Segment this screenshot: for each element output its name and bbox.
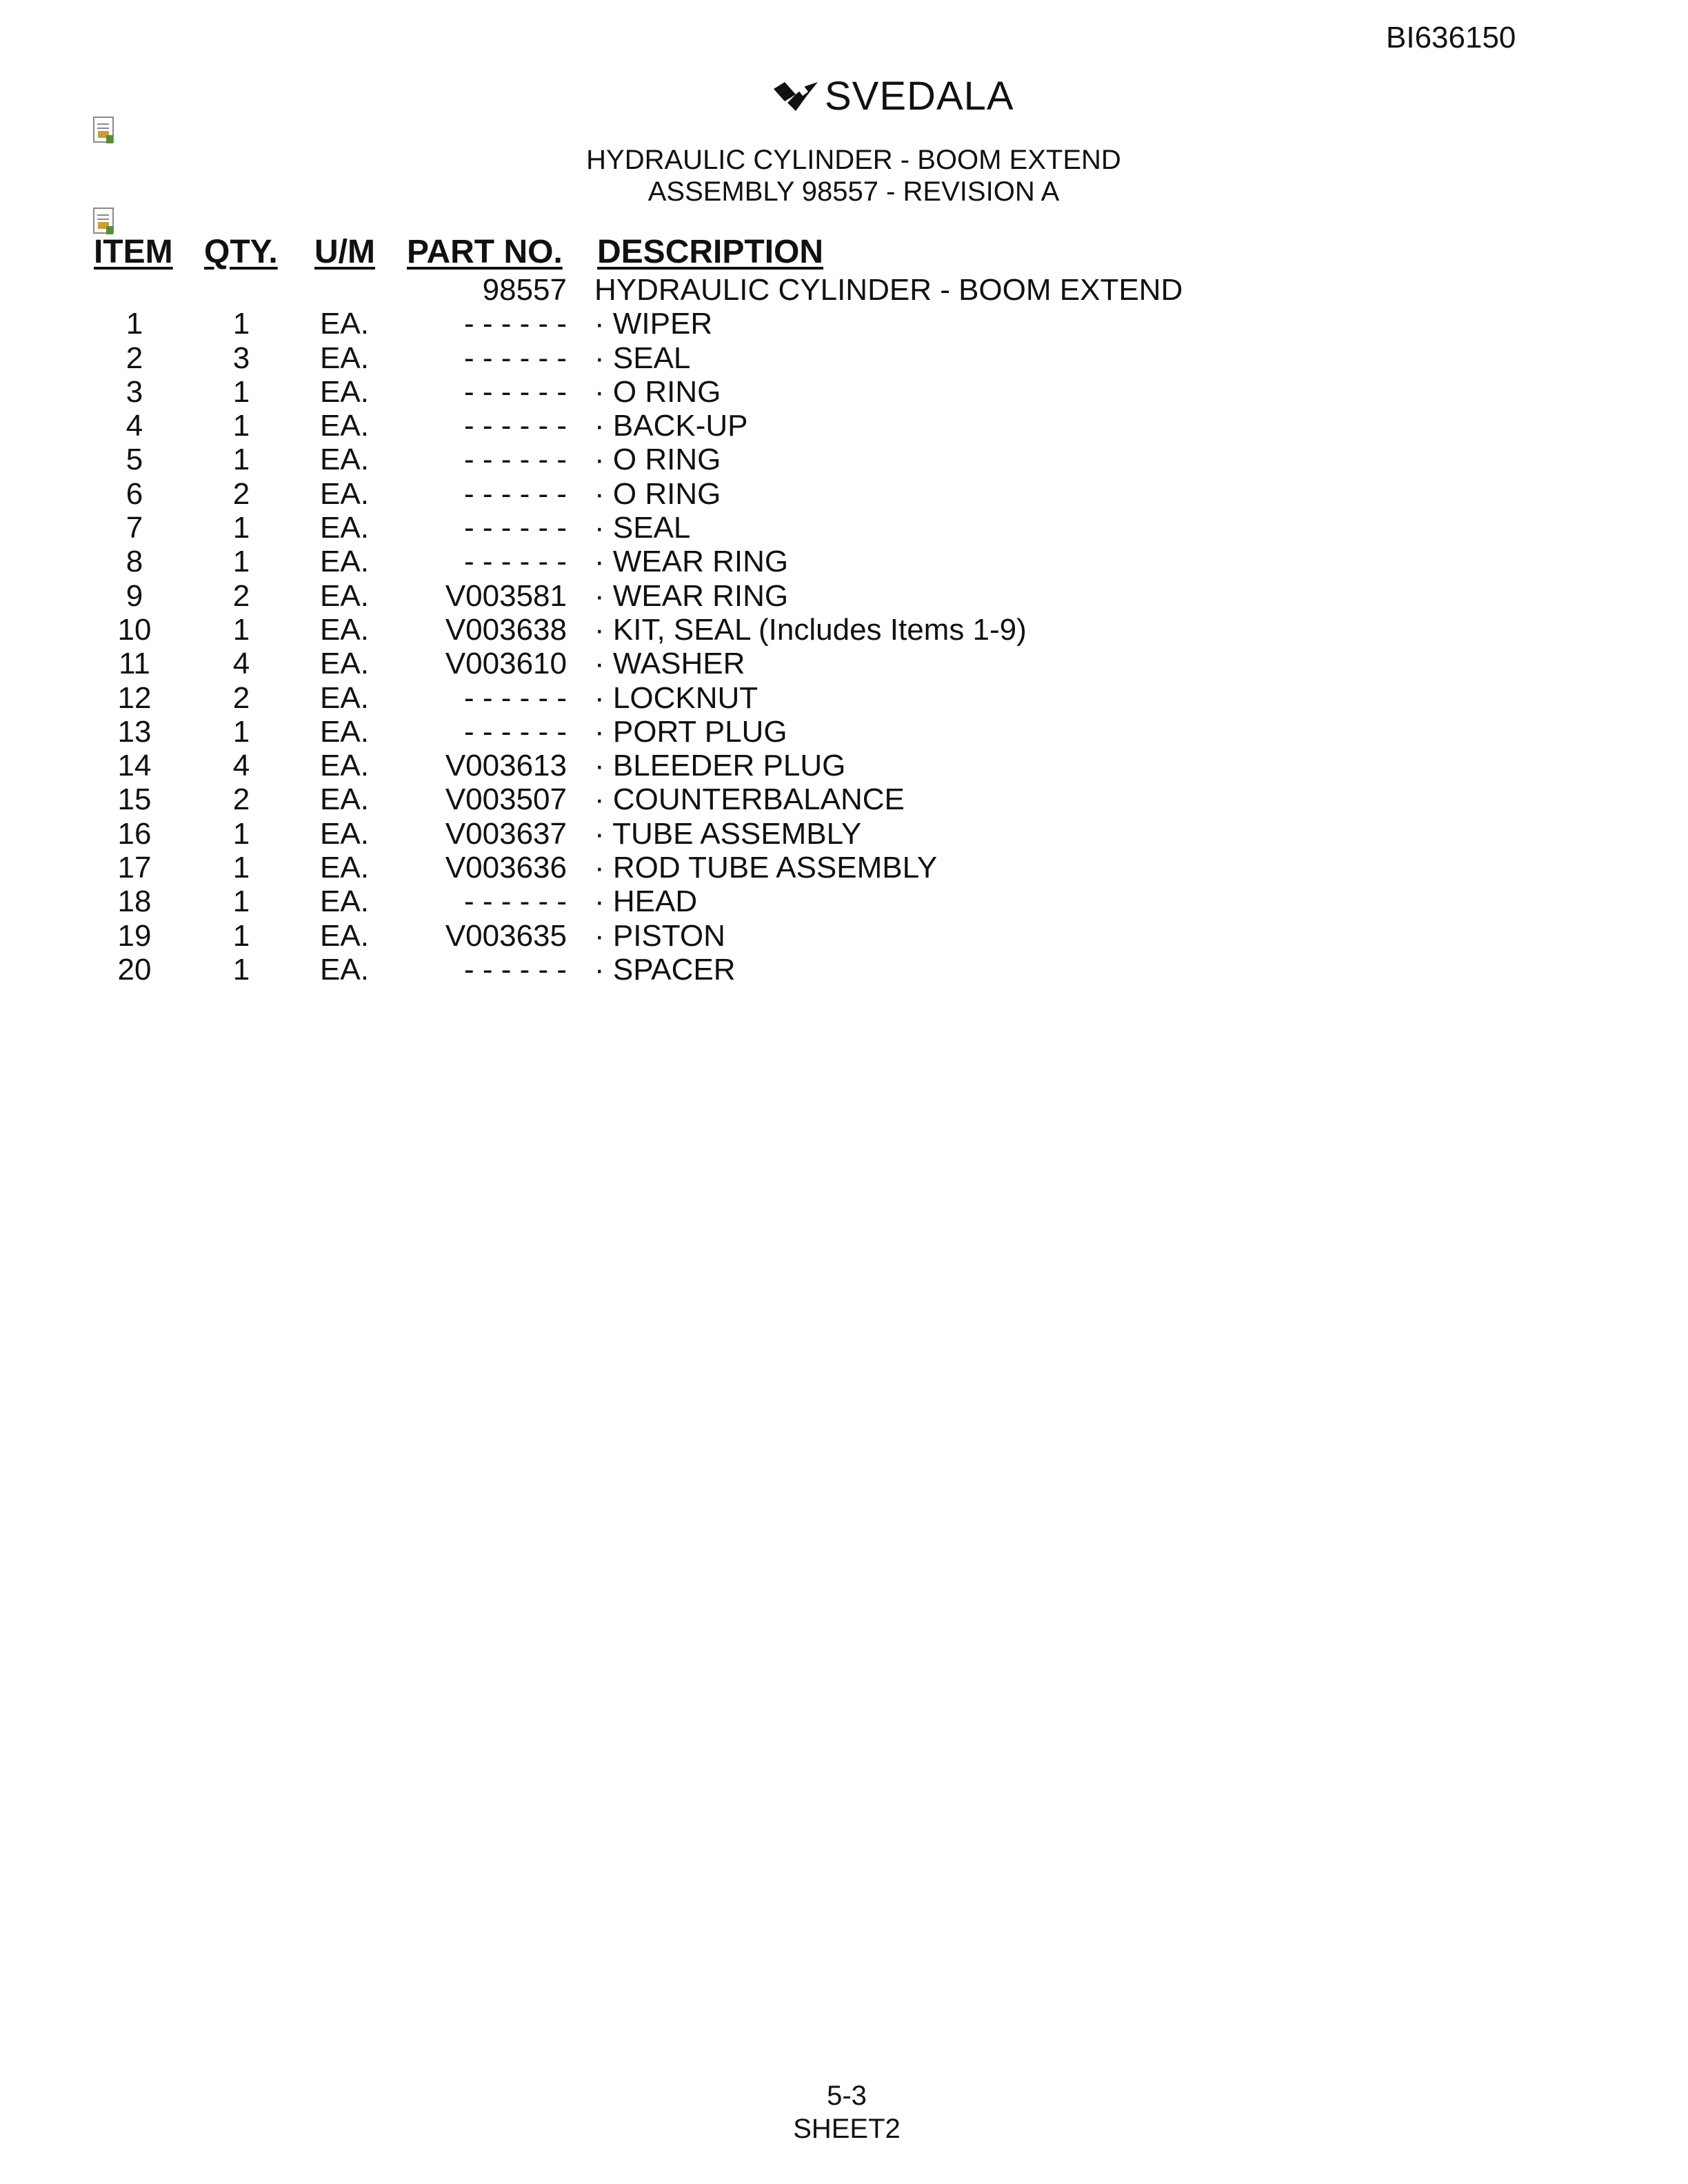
unit-of-measure: EA. bbox=[320, 680, 369, 715]
item-number: 10 bbox=[117, 612, 152, 647]
unit-of-measure: EA. bbox=[320, 511, 369, 545]
description: · LOCKNUT bbox=[594, 680, 758, 715]
item-number: 12 bbox=[117, 680, 152, 715]
parts-table bbox=[0, 273, 1688, 987]
unit-of-measure: EA. bbox=[320, 884, 369, 919]
description: · WEAR RING bbox=[594, 545, 789, 579]
unit-of-measure: EA. bbox=[320, 409, 369, 443]
part-number: - - - - - - bbox=[463, 545, 567, 579]
quantity: 1 bbox=[232, 545, 250, 579]
unit-of-measure: EA. bbox=[320, 816, 369, 851]
page-number: 5-3 bbox=[827, 2081, 867, 2111]
description: · PORT PLUG bbox=[594, 714, 787, 749]
unit-of-measure: EA. bbox=[320, 918, 369, 953]
quantity: 2 bbox=[232, 578, 250, 613]
unit-of-measure: EA. bbox=[320, 952, 369, 987]
header-um: U/M bbox=[314, 234, 375, 270]
description: · SEAL bbox=[594, 341, 691, 375]
item-number: 4 bbox=[125, 409, 143, 443]
table-row bbox=[0, 782, 1688, 816]
assembly-part-no: 98557 bbox=[482, 273, 567, 307]
unit-of-measure: EA. bbox=[320, 545, 369, 579]
part-number: V003636 bbox=[445, 851, 567, 885]
description: · WEAR RING bbox=[594, 578, 789, 613]
table-row bbox=[0, 749, 1688, 782]
item-number: 15 bbox=[117, 782, 152, 817]
item-number: 14 bbox=[117, 749, 152, 783]
item-number: 3 bbox=[125, 374, 143, 409]
table-row bbox=[0, 477, 1688, 511]
item-number: 16 bbox=[117, 816, 152, 851]
document-subtitle: ASSEMBLY 98557 - REVISION A bbox=[647, 176, 1060, 207]
item-number: 7 bbox=[125, 511, 143, 545]
description: · BACK-UP bbox=[594, 409, 748, 443]
item-number: 18 bbox=[117, 884, 152, 919]
description: · SEAL bbox=[594, 511, 691, 545]
item-number: 2 bbox=[125, 341, 143, 375]
part-number: V003635 bbox=[445, 918, 567, 953]
unit-of-measure: EA. bbox=[320, 851, 369, 885]
table-row bbox=[0, 647, 1688, 680]
part-number: - - - - - - bbox=[463, 714, 567, 749]
item-number: 5 bbox=[125, 443, 143, 477]
part-number: V003507 bbox=[445, 782, 567, 817]
unit-of-measure: EA. bbox=[320, 578, 369, 613]
header-part-no: PART NO. bbox=[407, 234, 563, 270]
description: · BLEEDER PLUG bbox=[594, 749, 846, 783]
part-number: - - - - - - bbox=[463, 374, 567, 409]
item-number: 13 bbox=[117, 714, 152, 749]
description: · ROD TUBE ASSEMBLY bbox=[594, 851, 938, 885]
description: · WASHER bbox=[594, 647, 745, 681]
svedala-logo bbox=[772, 74, 1014, 119]
unit-of-measure: EA. bbox=[320, 341, 369, 375]
quantity: 1 bbox=[232, 714, 250, 749]
quantity: 1 bbox=[232, 851, 250, 885]
quantity: 3 bbox=[232, 341, 250, 375]
quantity: 2 bbox=[232, 680, 250, 715]
table-row bbox=[0, 817, 1688, 851]
quantity: 1 bbox=[232, 511, 250, 545]
description: · KIT, SEAL (Includes Items 1-9) bbox=[594, 612, 1027, 647]
quantity: 1 bbox=[232, 612, 250, 647]
quantity: 1 bbox=[232, 884, 250, 919]
part-number: - - - - - - bbox=[463, 884, 567, 919]
quantity: 1 bbox=[232, 918, 250, 953]
description: · HEAD bbox=[594, 884, 698, 919]
item-number: 20 bbox=[117, 952, 152, 987]
item-number: 19 bbox=[117, 918, 152, 953]
table-row bbox=[0, 307, 1688, 341]
table-row bbox=[0, 545, 1688, 578]
part-number: - - - - - - bbox=[463, 952, 567, 987]
description: · SPACER bbox=[594, 952, 736, 987]
part-number: V003637 bbox=[445, 816, 567, 851]
unit-of-measure: EA. bbox=[320, 374, 369, 409]
svedala-logo-icon bbox=[772, 79, 821, 114]
part-number: - - - - - - bbox=[463, 409, 567, 443]
part-number: - - - - - - bbox=[463, 307, 567, 341]
table-row bbox=[0, 341, 1688, 375]
description: · O RING bbox=[594, 443, 721, 477]
table-row bbox=[0, 919, 1688, 953]
quantity: 2 bbox=[232, 476, 250, 511]
table-row bbox=[0, 953, 1688, 987]
part-number: - - - - - - bbox=[463, 341, 567, 375]
part-number: V003613 bbox=[445, 749, 567, 783]
header-item: ITEM bbox=[94, 234, 173, 270]
item-number: 9 bbox=[125, 578, 143, 613]
item-number: 17 bbox=[117, 851, 152, 885]
quantity: 1 bbox=[232, 409, 250, 443]
table-row bbox=[0, 715, 1688, 749]
table-row bbox=[0, 613, 1688, 647]
description: · O RING bbox=[594, 374, 721, 409]
quantity: 1 bbox=[232, 952, 250, 987]
document-icon bbox=[91, 116, 119, 146]
assembly-row bbox=[0, 273, 1688, 307]
assembly-description: HYDRAULIC CYLINDER - BOOM EXTEND bbox=[594, 273, 1183, 307]
quantity: 1 bbox=[232, 374, 250, 409]
document-id: BI636150 bbox=[1386, 21, 1516, 54]
part-number: V003638 bbox=[445, 612, 567, 647]
item-number: 6 bbox=[125, 476, 143, 511]
unit-of-measure: EA. bbox=[320, 714, 369, 749]
document-title: HYDRAULIC CYLINDER - BOOM EXTEND bbox=[586, 145, 1121, 175]
quantity: 1 bbox=[232, 443, 250, 477]
unit-of-measure: EA. bbox=[320, 647, 369, 681]
description: · PISTON bbox=[594, 918, 725, 953]
unit-of-measure: EA. bbox=[320, 612, 369, 647]
item-number: 1 bbox=[125, 307, 143, 341]
part-number: V003610 bbox=[445, 647, 567, 681]
quantity: 4 bbox=[232, 647, 250, 681]
table-row bbox=[0, 884, 1688, 918]
quantity: 2 bbox=[232, 782, 250, 817]
quantity: 1 bbox=[232, 307, 250, 341]
table-row bbox=[0, 443, 1688, 476]
item-number: 11 bbox=[119, 647, 150, 681]
table-row bbox=[0, 511, 1688, 545]
part-number: - - - - - - bbox=[463, 476, 567, 511]
header-qty: QTY. bbox=[204, 234, 278, 270]
table-row bbox=[0, 851, 1688, 884]
unit-of-measure: EA. bbox=[320, 443, 369, 477]
sheet-label: SHEET2 bbox=[793, 2114, 901, 2144]
description: · TUBE ASSEMBLY bbox=[594, 816, 862, 851]
quantity: 4 bbox=[232, 749, 250, 783]
part-number: V003581 bbox=[445, 578, 567, 613]
description: · WIPER bbox=[594, 307, 713, 341]
unit-of-measure: EA. bbox=[320, 749, 369, 783]
part-number: - - - - - - bbox=[463, 680, 567, 715]
unit-of-measure: EA. bbox=[320, 782, 369, 817]
table-row bbox=[0, 681, 1688, 715]
part-number: - - - - - - bbox=[463, 443, 567, 477]
table-row bbox=[0, 409, 1688, 443]
table-row bbox=[0, 375, 1688, 409]
item-number: 8 bbox=[125, 545, 143, 579]
quantity: 1 bbox=[232, 816, 250, 851]
description: · COUNTERBALANCE bbox=[594, 782, 905, 817]
unit-of-measure: EA. bbox=[320, 476, 369, 511]
part-number: - - - - - - bbox=[463, 511, 567, 545]
header-description: DESCRIPTION bbox=[597, 234, 824, 270]
table-row bbox=[0, 579, 1688, 613]
unit-of-measure: EA. bbox=[320, 307, 369, 341]
logo-wordmark: SVEDALA bbox=[825, 74, 1014, 119]
description: · O RING bbox=[594, 476, 721, 511]
